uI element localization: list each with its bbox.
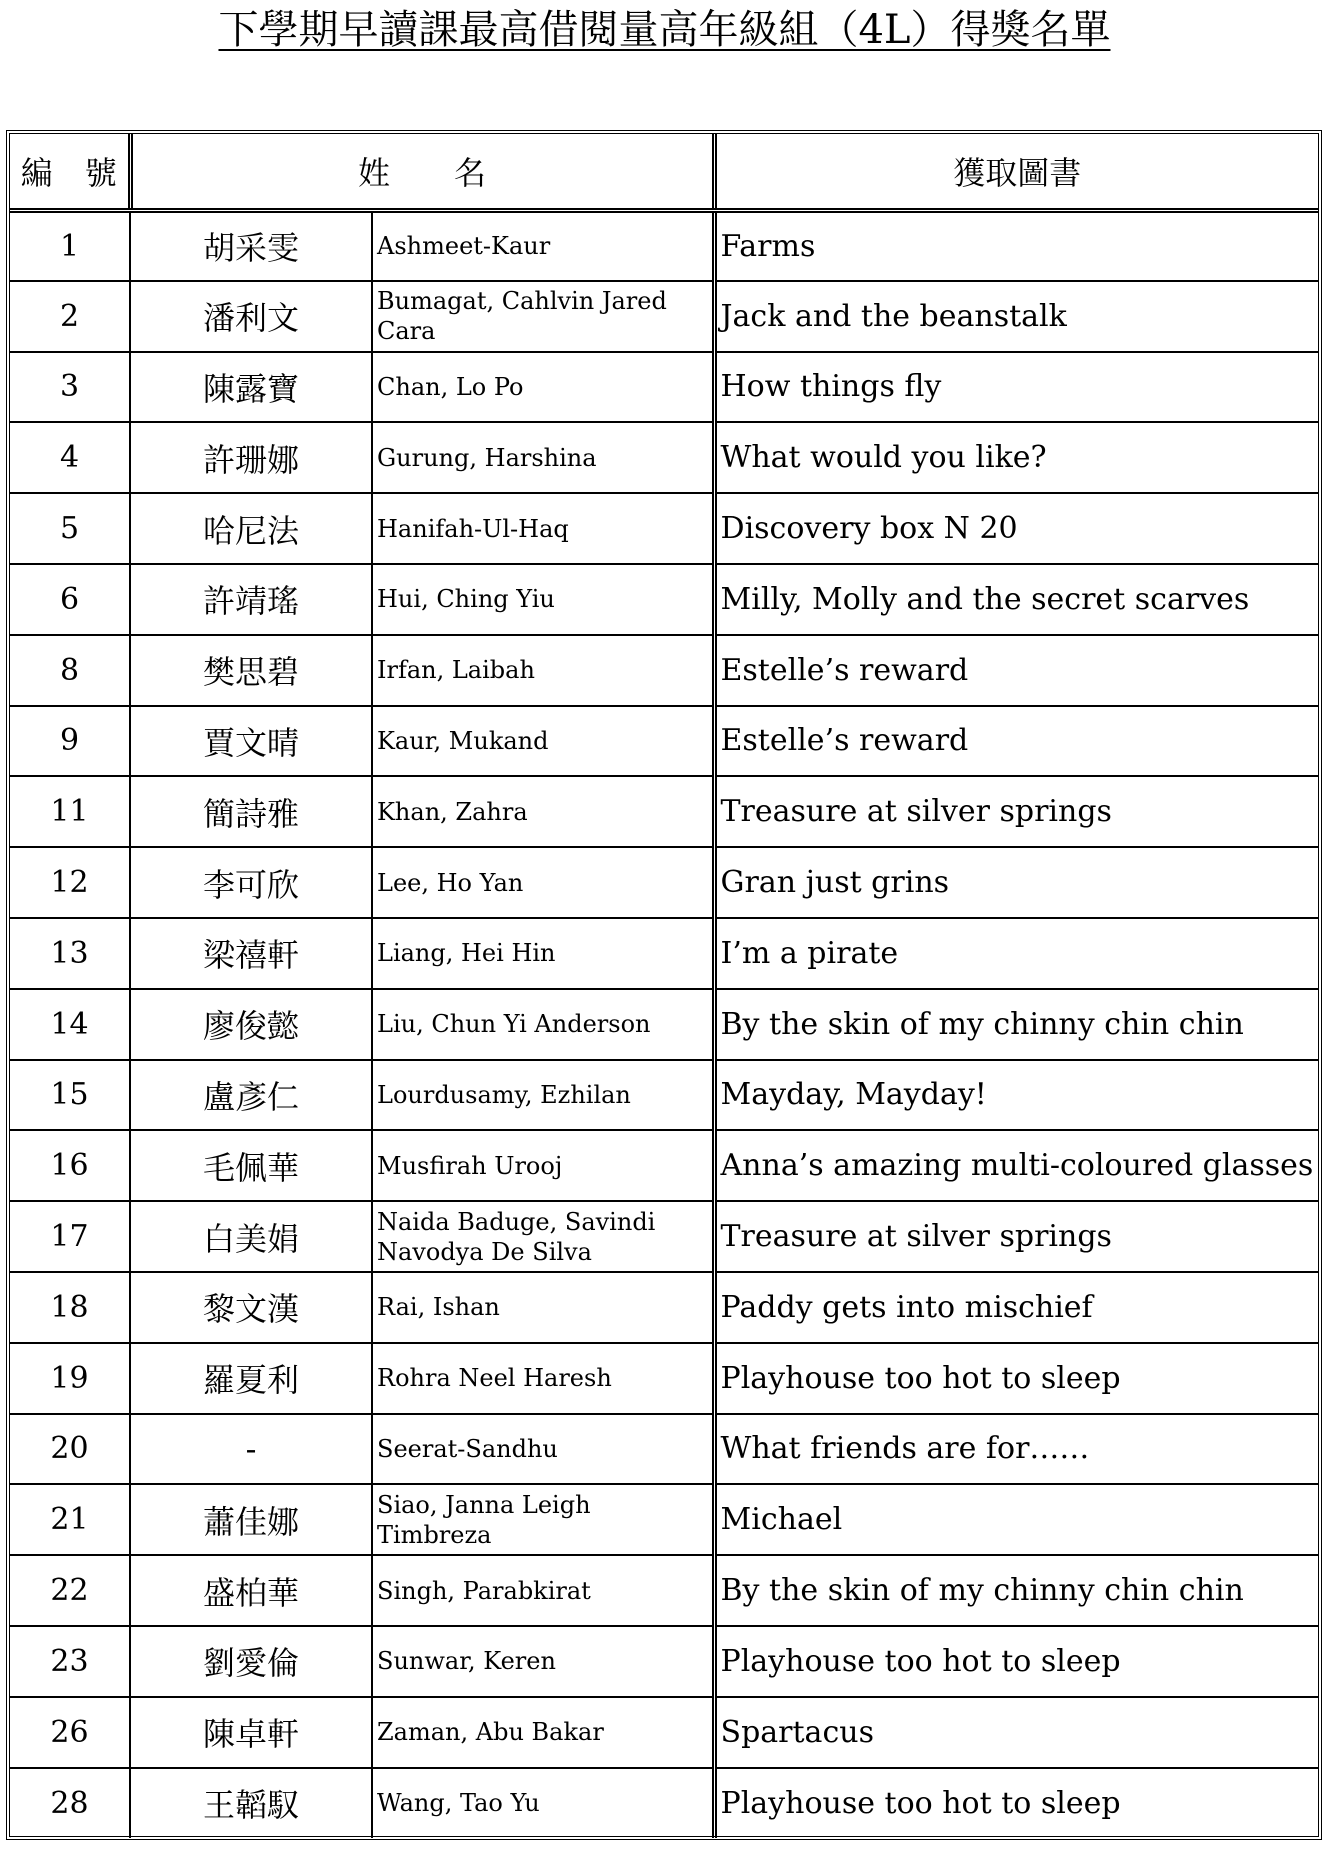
book-title: Milly, Molly and the secret scarves — [714, 564, 1318, 635]
chinese-name: 蕭佳娜 — [130, 1484, 372, 1555]
english-name: Seerat-Sandhu — [372, 1414, 714, 1485]
chinese-name: 潘利文 — [130, 281, 372, 352]
student-number: 22 — [10, 1555, 130, 1626]
student-number: 26 — [10, 1697, 130, 1768]
book-title: I’m a pirate — [714, 918, 1318, 989]
student-number: 14 — [10, 989, 130, 1060]
book-title: Treasure at silver springs — [714, 1201, 1318, 1272]
student-number: 12 — [10, 847, 130, 918]
table-row — [10, 918, 1318, 989]
english-name: Rai, Ishan — [372, 1272, 714, 1343]
english-name: Chan, Lo Po — [372, 352, 714, 423]
book-title: By the skin of my chinny chin chin — [714, 989, 1318, 1060]
chinese-name: 白美娟 — [130, 1201, 372, 1272]
chinese-name: 哈尼法 — [130, 493, 372, 564]
student-number: 8 — [10, 635, 130, 706]
header-book: 獲取圖書 — [714, 134, 1318, 210]
table-row — [10, 847, 1318, 918]
english-name: Siao, Janna Leigh Timbreza — [372, 1484, 714, 1555]
student-number: 15 — [10, 1060, 130, 1131]
book-title: What friends are for…… — [714, 1414, 1318, 1485]
book-title: Mayday, Mayday! — [714, 1060, 1318, 1131]
student-number: 3 — [10, 352, 130, 423]
student-number: 1 — [10, 210, 130, 281]
english-name: Musfirah Urooj — [372, 1130, 714, 1201]
book-title: How things fly — [714, 352, 1318, 423]
student-number: 5 — [10, 493, 130, 564]
english-name: Lee, Ho Yan — [372, 847, 714, 918]
english-name: Lourdusamy, Ezhilan — [372, 1060, 714, 1131]
english-name: Hui, Ching Yiu — [372, 564, 714, 635]
chinese-name: 王韜馭 — [130, 1768, 372, 1839]
table-row — [10, 564, 1318, 635]
table-row — [10, 210, 1318, 281]
student-number: 18 — [10, 1272, 130, 1343]
table-row — [10, 1130, 1318, 1201]
student-number: 4 — [10, 422, 130, 493]
book-title: Playhouse too hot to sleep — [714, 1768, 1318, 1839]
chinese-name: 許靖瑤 — [130, 564, 372, 635]
table-row — [10, 1626, 1318, 1697]
book-title: What would you like? — [714, 422, 1318, 493]
page-title-text: 下學期早讀課最高借閱量高年級組（4L）得獎名單 — [218, 7, 1111, 53]
student-number: 11 — [10, 776, 130, 847]
chinese-name: 梁禧軒 — [130, 918, 372, 989]
chinese-name: - — [130, 1414, 372, 1485]
award-list-table — [10, 134, 1318, 1838]
english-name: Rohra Neel Haresh — [372, 1343, 714, 1414]
table-row — [10, 1272, 1318, 1343]
chinese-name: 樊思碧 — [130, 635, 372, 706]
book-title: Paddy gets into mischief — [714, 1272, 1318, 1343]
book-title: Playhouse too hot to sleep — [714, 1343, 1318, 1414]
book-title: Estelle’s reward — [714, 706, 1318, 777]
chinese-name: 簡詩雅 — [130, 776, 372, 847]
table-body — [10, 210, 1318, 1838]
chinese-name: 盛柏華 — [130, 1555, 372, 1626]
table-row — [10, 776, 1318, 847]
header-name: 姓 名 — [130, 134, 714, 210]
table-row — [10, 1697, 1318, 1768]
english-name: Kaur, Mukand — [372, 706, 714, 777]
book-title: Estelle’s reward — [714, 635, 1318, 706]
english-name: Naida Baduge, Savindi Navodya De Silva — [372, 1201, 714, 1272]
chinese-name: 胡采雯 — [130, 210, 372, 281]
chinese-name: 廖俊懿 — [130, 989, 372, 1060]
chinese-name: 李可欣 — [130, 847, 372, 918]
chinese-name: 毛佩華 — [130, 1130, 372, 1201]
chinese-name: 黎文漢 — [130, 1272, 372, 1343]
chinese-name: 陳卓軒 — [130, 1697, 372, 1768]
header-number: 編 號 — [10, 134, 130, 210]
english-name: Zaman, Abu Bakar — [372, 1697, 714, 1768]
page-title — [0, 6, 1329, 54]
table-header-row — [10, 134, 1318, 210]
table-row — [10, 352, 1318, 423]
table-row — [10, 989, 1318, 1060]
table-row — [10, 422, 1318, 493]
student-number: 21 — [10, 1484, 130, 1555]
table-row — [10, 1060, 1318, 1131]
table-row — [10, 635, 1318, 706]
book-title: Jack and the beanstalk — [714, 281, 1318, 352]
student-number: 20 — [10, 1414, 130, 1485]
table-row — [10, 1768, 1318, 1839]
english-name: Hanifah-Ul-Haq — [372, 493, 714, 564]
book-title: Discovery box N 20 — [714, 493, 1318, 564]
english-name: Ashmeet-Kaur — [372, 210, 714, 281]
book-title: Anna’s amazing multi-coloured glasses — [714, 1130, 1318, 1201]
table-row — [10, 1414, 1318, 1485]
chinese-name: 盧彥仁 — [130, 1060, 372, 1131]
english-name: Irfan, Laibah — [372, 635, 714, 706]
table-row — [10, 281, 1318, 352]
student-number: 2 — [10, 281, 130, 352]
book-title: By the skin of my chinny chin chin — [714, 1555, 1318, 1626]
chinese-name: 陳露寶 — [130, 352, 372, 423]
table-row — [10, 493, 1318, 564]
student-number: 28 — [10, 1768, 130, 1839]
english-name: Gurung, Harshina — [372, 422, 714, 493]
english-name: Singh, Parabkirat — [372, 1555, 714, 1626]
table-row — [10, 706, 1318, 777]
table-row — [10, 1555, 1318, 1626]
chinese-name: 賈文晴 — [130, 706, 372, 777]
table-row — [10, 1201, 1318, 1272]
book-title: Gran just grins — [714, 847, 1318, 918]
book-title: Michael — [714, 1484, 1318, 1555]
student-number: 17 — [10, 1201, 130, 1272]
english-name: Wang, Tao Yu — [372, 1768, 714, 1839]
table-row — [10, 1484, 1318, 1555]
chinese-name: 劉愛倫 — [130, 1626, 372, 1697]
award-list-table-frame — [6, 130, 1322, 1840]
chinese-name: 許珊娜 — [130, 422, 372, 493]
english-name: Liang, Hei Hin — [372, 918, 714, 989]
book-title: Playhouse too hot to sleep — [714, 1626, 1318, 1697]
english-name: Khan, Zahra — [372, 776, 714, 847]
english-name: Liu, Chun Yi Anderson — [372, 989, 714, 1060]
student-number: 19 — [10, 1343, 130, 1414]
student-number: 16 — [10, 1130, 130, 1201]
english-name: Bumagat, Cahlvin Jared Cara — [372, 281, 714, 352]
student-number: 9 — [10, 706, 130, 777]
book-title: Farms — [714, 210, 1318, 281]
student-number: 13 — [10, 918, 130, 989]
book-title: Spartacus — [714, 1697, 1318, 1768]
chinese-name: 羅夏利 — [130, 1343, 372, 1414]
student-number: 6 — [10, 564, 130, 635]
student-number: 23 — [10, 1626, 130, 1697]
english-name: Sunwar, Keren — [372, 1626, 714, 1697]
book-title: Treasure at silver springs — [714, 776, 1318, 847]
table-row — [10, 1343, 1318, 1414]
